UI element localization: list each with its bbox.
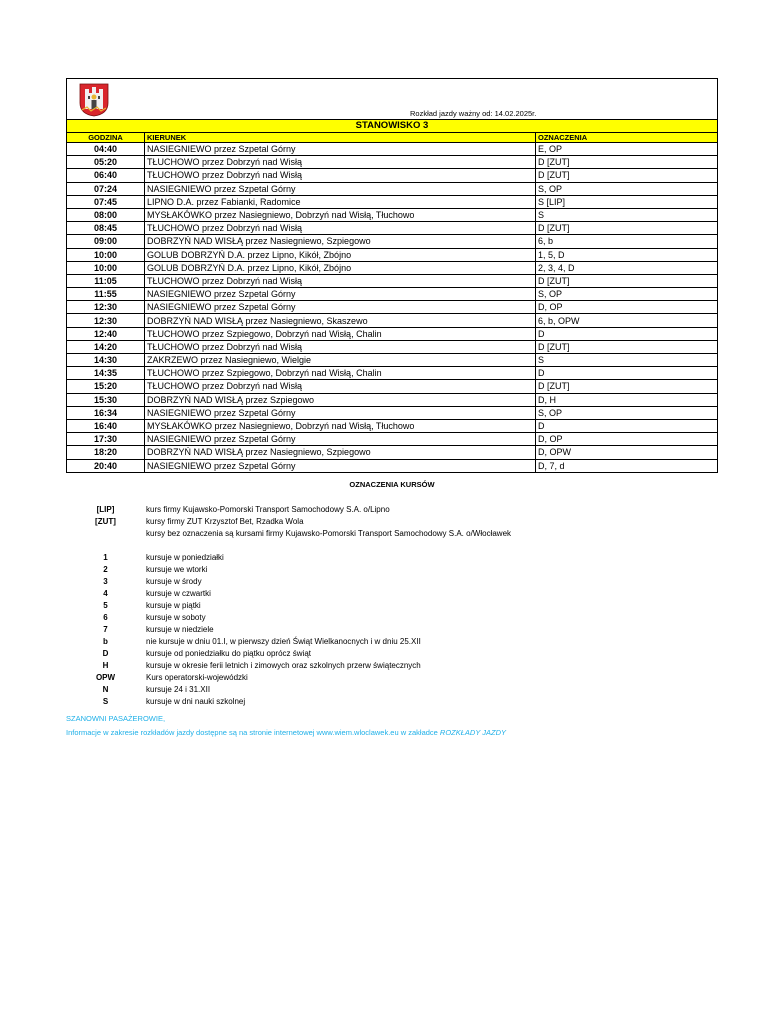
direction: LIPNO D.A. przez Fabianki, Radomice (145, 195, 536, 208)
marks: S, OP (536, 182, 718, 195)
marks: D (536, 327, 718, 340)
direction: DOBRZYŃ NAD WISŁĄ przez Nasiegniewo, Skaszewo (145, 314, 536, 327)
marks: S (536, 354, 718, 367)
legend-description: kursuje w niedziele (146, 625, 214, 634)
departure-time: 12:30 (67, 301, 145, 314)
departure-time: 08:00 (67, 208, 145, 221)
legend-code: b (103, 637, 108, 646)
table-row (67, 301, 718, 314)
direction: TŁUCHOWO przez Dobrzyń nad Wisłą (145, 169, 536, 182)
legend-description: kurs firmy Kujawsko-Pomorski Transport Samochodowy S.A. o/Lipno (146, 505, 390, 514)
legend-item (66, 636, 718, 648)
column-header-marks: OZNACZENIA (536, 133, 718, 143)
legend-code: 6 (103, 613, 108, 622)
legend-description: kursuje w okresie ferii letnich i zimowych oraz szkolnych przerw świątecznych (146, 661, 421, 670)
departure-time: 04:40 (67, 143, 145, 156)
departure-time: 06:40 (67, 169, 145, 182)
column-header-time: GODZINA (67, 133, 145, 143)
marks: S, OP (536, 288, 718, 301)
legend-item (66, 552, 718, 564)
departure-time: 11:05 (67, 274, 145, 287)
timetable-sheet (66, 78, 718, 737)
legend-code: 5 (103, 601, 108, 610)
marks: 2, 3, 4, D (536, 261, 718, 274)
table-row (67, 380, 718, 393)
departure-time: 10:00 (67, 248, 145, 261)
departure-time: 10:00 (67, 261, 145, 274)
legend-description: kursuje w soboty (146, 613, 206, 622)
direction: TŁUCHOWO przez Szpiegowo, Dobrzyń nad Wisłą, Chalin (145, 327, 536, 340)
legend-code: 2 (103, 565, 108, 574)
marks: D, H (536, 393, 718, 406)
table-row (67, 156, 718, 169)
table-row (67, 222, 718, 235)
table-row (67, 340, 718, 353)
legend-code: 7 (103, 625, 108, 634)
direction: GOLUB DOBRZYŃ D.A. przez Lipno, Kikół, Zbójno (145, 248, 536, 261)
legend-item (66, 600, 718, 612)
legend-code: D (102, 649, 109, 658)
departure-time: 07:24 (67, 182, 145, 195)
table-row (67, 433, 718, 446)
departure-time: 16:40 (67, 419, 145, 432)
marks: S (536, 208, 718, 221)
marks: D [ZUT] (536, 274, 718, 287)
table-row (67, 195, 718, 208)
departure-time: 15:30 (67, 393, 145, 406)
legend-item (66, 672, 718, 684)
legend-item (66, 624, 718, 636)
legend-code: H (102, 661, 109, 670)
column-header-direction: KIERUNEK (145, 133, 536, 143)
direction: TŁUCHOWO przez Dobrzyń nad Wisłą (145, 274, 536, 287)
notice-text (66, 726, 506, 740)
departure-time: 15:20 (67, 380, 145, 393)
direction: MYSŁAKÓWKO przez Nasiegniewo, Dobrzyń nad Wisłą, Tłuchowo (145, 419, 536, 432)
marks: D, OP (536, 301, 718, 314)
legend-code: S (102, 697, 109, 706)
table-row (67, 274, 718, 287)
marks: 6, b, OPW (536, 314, 718, 327)
legend-code: [ZUT] (95, 517, 116, 526)
marks: 6, b (536, 235, 718, 248)
table-row (67, 143, 718, 156)
legend-item (66, 576, 718, 588)
legend-code: [LIP] (96, 505, 115, 514)
departure-time: 14:30 (67, 354, 145, 367)
legend-code: 1 (103, 553, 108, 562)
legend-title: OZNACZENIA KURSÓW (349, 480, 435, 489)
marks: D, 7, d (536, 459, 718, 472)
legend-item (66, 516, 718, 528)
coat-of-arms-icon (79, 83, 109, 117)
marks: D [ZUT] (536, 156, 718, 169)
direction: DOBRZYŃ NAD WISŁĄ przez Szpiegowo (145, 393, 536, 406)
legend (66, 504, 718, 708)
legend-item (66, 660, 718, 672)
marks: D (536, 367, 718, 380)
legend-description: nie kursuje w dniu 01.I, w pierwszy dzień Świąt Wielkanocnych i w dniu 25.XII (146, 637, 421, 646)
table-row (67, 314, 718, 327)
legend-item (66, 612, 718, 624)
departure-time: 14:20 (67, 340, 145, 353)
direction: NASIEGNIEWO przez Szpetal Górny (145, 433, 536, 446)
departure-time: 18:20 (67, 446, 145, 459)
direction: TŁUCHOWO przez Dobrzyń nad Wisłą (145, 222, 536, 235)
legend-item (66, 528, 718, 540)
legend-description: kursuje w dni nauki szkolnej (146, 697, 246, 706)
legend-description: kursy firmy ZUT Krzysztof Bet, Rzadka Wola (146, 517, 304, 526)
notice-info: Informacje w zakresie rozkładów jazdy dostępne są na stronie internetowej www.wiem.wloclawek.eu w zakładce (66, 728, 440, 737)
direction: TŁUCHOWO przez Dobrzyń nad Wisłą (145, 340, 536, 353)
legend-description: kursuje we wtorki (146, 565, 208, 574)
direction: TŁUCHOWO przez Szpiegowo, Dobrzyń nad Wisłą, Chalin (145, 367, 536, 380)
departure-time: 08:45 (67, 222, 145, 235)
departure-time: 17:30 (67, 433, 145, 446)
table-row (67, 327, 718, 340)
table-row (67, 169, 718, 182)
direction: GOLUB DOBRZYŃ D.A. przez Lipno, Kikół, Zbójno (145, 261, 536, 274)
legend-description: kursuje w środy (146, 577, 202, 586)
table-row (67, 459, 718, 472)
legend-item (66, 696, 718, 708)
legend-item (66, 648, 718, 660)
station-title: STANOWISKO 3 (66, 119, 718, 132)
table-row (67, 208, 718, 221)
legend-description: kursuje od poniedziałku do piątku oprócz świąt (146, 649, 311, 658)
table-header-row (67, 133, 718, 143)
marks: D, OP (536, 433, 718, 446)
legend-spacer (66, 540, 718, 552)
departure-time: 09:00 (67, 235, 145, 248)
notice-greeting: SZANOWNI PASAŻEROWIE, (66, 714, 166, 723)
table-row (67, 288, 718, 301)
marks: D [ZUT] (536, 222, 718, 235)
legend-code: OPW (95, 673, 116, 682)
table-row (67, 393, 718, 406)
departure-time: 14:35 (67, 367, 145, 380)
timetables-link[interactable]: ROZKŁADY JAZDY (439, 728, 507, 737)
departure-time: 20:40 (67, 459, 145, 472)
table-row (67, 235, 718, 248)
legend-item (66, 504, 718, 516)
table-row (67, 367, 718, 380)
legend-code: 4 (103, 589, 108, 598)
direction: NASIEGNIEWO przez Szpetal Górny (145, 143, 536, 156)
legend-description: kursy bez oznaczenia są kursami firmy Kujawsko-Pomorski Transport Samochodowy S.A. o/Włocławek (146, 529, 512, 538)
legend-description: kursuje w czwartki (146, 589, 211, 598)
legend-item (66, 564, 718, 576)
direction: DOBRZYŃ NAD WISŁĄ przez Nasiegniewo, Szpiegowo (145, 446, 536, 459)
legend-description: kursuje w poniedziałki (146, 553, 224, 562)
departure-time: 12:40 (67, 327, 145, 340)
marks: 1, 5, D (536, 248, 718, 261)
marks: D, OPW (536, 446, 718, 459)
valid-from-text: Rozkład jazdy ważny od: 14.02.2025r. (410, 109, 537, 118)
table-row (67, 182, 718, 195)
departure-time: 07:45 (67, 195, 145, 208)
legend-item (66, 684, 718, 696)
table-row (67, 354, 718, 367)
direction: NASIEGNIEWO przez Szpetal Górny (145, 459, 536, 472)
legend-item (66, 588, 718, 600)
direction: TŁUCHOWO przez Dobrzyń nad Wisłą (145, 380, 536, 393)
header-box (66, 78, 718, 119)
direction: NASIEGNIEWO przez Szpetal Górny (145, 182, 536, 195)
departure-time: 05:20 (67, 156, 145, 169)
direction: NASIEGNIEWO przez Szpetal Górny (145, 406, 536, 419)
marks: D (536, 419, 718, 432)
departure-time: 11:55 (67, 288, 145, 301)
table-row (67, 446, 718, 459)
legend-description: Kurs operatorski-wojewódzki (146, 673, 248, 682)
marks: E, OP (536, 143, 718, 156)
direction: ZAKRZEWO przez Nasiegniewo, Wielgie (145, 354, 536, 367)
direction: TŁUCHOWO przez Dobrzyń nad Wisłą (145, 156, 536, 169)
departure-time: 16:34 (67, 406, 145, 419)
marks: D [ZUT] (536, 169, 718, 182)
table-row (67, 419, 718, 432)
passenger-notice (66, 712, 506, 740)
legend-description: kursuje 24 i 31.XII (146, 685, 211, 694)
legend-description: kursuje w piątki (146, 601, 201, 610)
direction: NASIEGNIEWO przez Szpetal Górny (145, 288, 536, 301)
marks: D [ZUT] (536, 340, 718, 353)
marks: S, OP (536, 406, 718, 419)
timetable (66, 132, 718, 473)
marks: D [ZUT] (536, 380, 718, 393)
table-row (67, 248, 718, 261)
direction: MYSŁAKÓWKO przez Nasiegniewo, Dobrzyń nad Wisłą, Tłuchowo (145, 208, 536, 221)
table-row (67, 261, 718, 274)
direction: NASIEGNIEWO przez Szpetal Górny (145, 301, 536, 314)
departure-time: 12:30 (67, 314, 145, 327)
direction: DOBRZYŃ NAD WISŁĄ przez Nasiegniewo, Szpiegowo (145, 235, 536, 248)
marks: S [LIP] (536, 195, 718, 208)
legend-code: 3 (103, 577, 108, 586)
legend-code: N (102, 685, 109, 694)
table-row (67, 406, 718, 419)
